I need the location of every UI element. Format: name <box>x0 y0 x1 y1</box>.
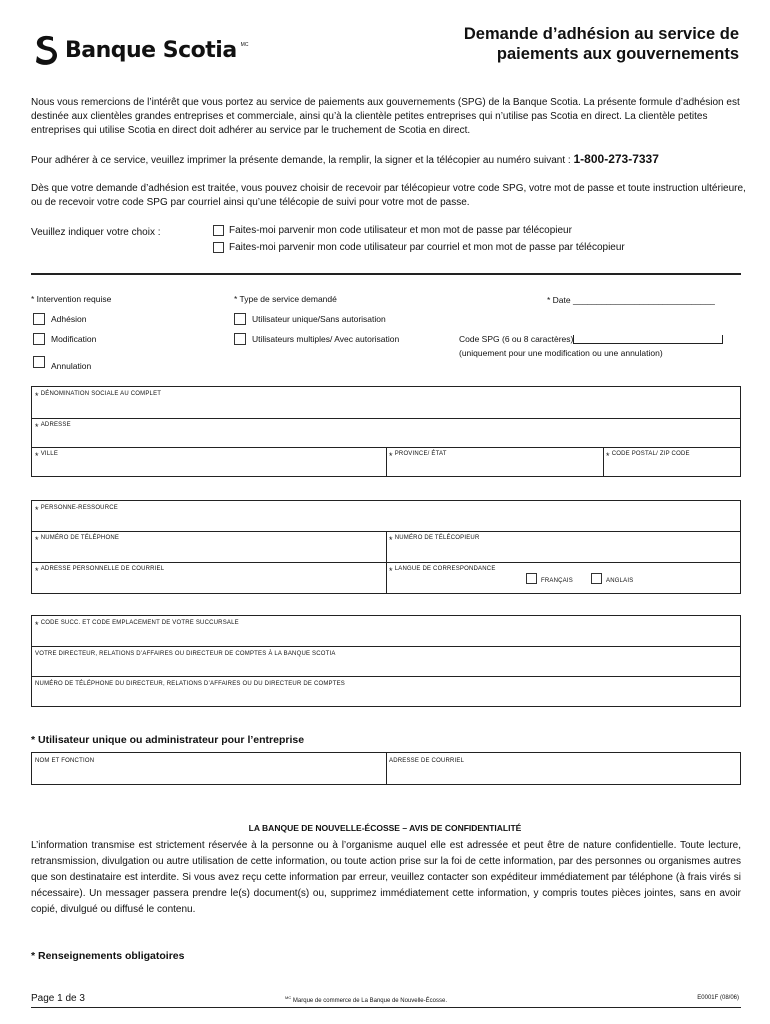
service-multi-user[interactable] <box>234 333 399 345</box>
checkbox[interactable] <box>234 333 246 345</box>
form-title-line2: paiements aux gouvernements <box>496 45 739 63</box>
checkbox[interactable] <box>234 313 246 325</box>
denomination-field[interactable]: * DÉNOMINATION SOCIALE AU COMPLET <box>35 391 162 401</box>
spg-code-field[interactable] <box>459 334 723 344</box>
admin-heading: * Utilisateur unique ou administrateur pour l’entreprise <box>31 734 305 746</box>
language-label: * LANGUE DE CORRESPONDANCE <box>389 566 496 576</box>
province-field[interactable]: * PROVINCE/ ÉTAT <box>389 451 447 461</box>
required-note: * Renseignements obligatoires <box>31 950 185 962</box>
form-title <box>464 24 739 64</box>
language-english[interactable]: ANGLAIS <box>591 572 633 584</box>
section-divider <box>31 273 741 275</box>
trademark-mc: MC <box>285 995 292 1000</box>
checkbox[interactable] <box>33 333 45 345</box>
page-number: Page 1 de 3 <box>31 993 85 1004</box>
choice-label: Veuillez indiquer votre choix : <box>31 227 161 238</box>
divider <box>386 531 387 593</box>
date-field[interactable]: * Date ______________________________ <box>547 295 715 305</box>
option-label: Adhésion <box>51 314 87 324</box>
after-processing-text: Dès que votre demande d’adhésion est traitée, vous pouvez choisir de recevoir par télécopieur votre code SPG, votre mot de passe et toute instruction ultérieure, ou de recevoir votre code SPG par courriel ainsi qu’une télécopie de suivi pour votre mot de passe. <box>31 183 746 208</box>
divider <box>603 447 604 476</box>
spg-code-input[interactable] <box>573 335 723 344</box>
option-label: Modification <box>51 334 97 344</box>
divider <box>386 447 387 476</box>
company-info-box <box>31 386 741 477</box>
logo-mc: MC <box>240 42 249 48</box>
trademark-note: $^{MC}$ Marque de commerce de La Banque de Nouvelle-Écosse. <box>285 995 447 1004</box>
intervention-adhesion[interactable] <box>33 313 86 325</box>
service-single-user[interactable] <box>234 313 386 325</box>
manager-phone-field[interactable]: NUMÉRO DE TÉLÉPHONE DU DIRECTEUR, RELATIONS D’AFFAIRES OU DU DIRECTEUR DE COMPTES <box>35 681 346 687</box>
choice-option-label: Faites-moi parvenir mon code utilisateur et mon mot de passe par télécopieur <box>229 225 572 236</box>
divider <box>32 646 740 647</box>
fax-field[interactable]: * NUMÉRO DE TÉLÉCOPIEUR <box>389 535 480 545</box>
choice-option-label: Faites-moi parvenir mon code utilisateur par courriel et mon mot de passe par télécopieur <box>229 242 625 253</box>
postal-code-field[interactable]: * CODE POSTAL/ ZIP CODE <box>606 451 690 461</box>
form-title-line1: Demande d’adhésion au service de <box>463 25 739 43</box>
choice-option-email[interactable] <box>213 242 625 253</box>
admin-email-field[interactable]: ADRESSE DE COURRIEL <box>389 758 465 764</box>
choice-option-fax[interactable] <box>213 225 572 236</box>
contact-info-box <box>31 500 741 594</box>
option-label: Annulation <box>51 361 92 371</box>
divider <box>32 676 740 677</box>
footer-divider <box>31 1007 741 1008</box>
checkbox[interactable] <box>213 225 224 236</box>
checkbox[interactable] <box>33 356 45 368</box>
checkbox[interactable] <box>213 242 224 253</box>
checkbox[interactable] <box>33 313 45 325</box>
fax-instructions <box>31 152 746 166</box>
divider <box>32 418 740 419</box>
intro-paragraph: Nous vous remercions de l’intérêt que vous portez au service de paiements aux gouvernements (SPG) de la Banque Scotia. La présente formule d’adhésion est destinée aux clientèles grandes entreprises et commerciale, ainsi qu’à la clientèle petites entreprises qui n’utilise pas Scotia en direct. La clientèle petites entreprises qui utilise Scotia en direct doit adhérer au service par le truchement de Scotia en direct. <box>31 97 740 136</box>
branch-code-field[interactable]: * CODE SUCC. ET CODE EMPLACEMENT DE VOTRE SUCCURSALE <box>35 620 239 630</box>
admin-box <box>31 752 741 785</box>
option-label: Utilisateurs multiples/ Avec autorisation <box>252 334 400 344</box>
spg-code-label: Code SPG (6 ou 8 caractères) <box>459 334 574 344</box>
fax-text: Pour adhérer à ce service, veuillez imprimer la présente demande, la remplir, la signer et la télécopier au numéro suivant : <box>31 155 574 166</box>
intervention-annulation[interactable] <box>33 353 91 371</box>
spg-code-note: (uniquement pour une modification ou une annulation) <box>459 348 663 358</box>
confidentiality-text: L’information transmise est strictement réservée à la personne ou à l’organisme auquel elle est adressée et peut être de nature confidentielle. Toute lecture, retransmission, divulgation ou autre utilisation de cette information, ou toute action prise sur la foi de cette information, par des personnes ou organismes autres que son destinataire est interdite. Si vous avez reçu cette information par erreur, veuillez contacter son expéditeur immédiatement par téléphone (à frais virés si nécessaire). Un messager passera prendre le(s) document(s) ou, supprimez immédiatement cette information, y compris toutes pièces jointes, sans en avoir copié, divulgué ou diffusé le contenu. <box>31 840 741 915</box>
branch-info-box <box>31 615 741 707</box>
divider <box>386 753 387 784</box>
bank-logo <box>33 34 248 66</box>
form-code: E0001F (08/06) <box>697 995 739 1001</box>
address-field[interactable]: * ADRESSE <box>35 422 71 432</box>
email-field[interactable]: * ADRESSE PERSONNELLE DE COURRIEL <box>35 566 165 576</box>
checkbox[interactable] <box>591 573 602 584</box>
service-type-label: * Type de service demandé <box>234 294 337 304</box>
fax-number: 1-800-273-7337 <box>573 152 659 166</box>
logo-text: Banque Scotia <box>65 37 237 63</box>
language-french[interactable]: FRANÇAIS <box>526 572 573 584</box>
checkbox[interactable] <box>526 573 537 584</box>
phone-field[interactable]: * NUMÉRO DE TÉLÉPHONE <box>35 535 120 545</box>
intervention-modification[interactable] <box>33 333 96 345</box>
confidentiality-heading: LA BANQUE DE NOUVELLE-ÉCOSSE – AVIS DE CONFIDENTIALITÉ <box>248 823 522 833</box>
intervention-label: * Intervention requise <box>31 294 112 304</box>
manager-field[interactable]: VOTRE DIRECTEUR, RELATIONS D’AFFAIRES OU DIRECTEUR DE COMPTES À LA BANQUE SCOTIA <box>35 651 336 657</box>
contact-person-field[interactable]: * PERSONNE-RESSOURCE <box>35 505 118 515</box>
option-label: Utilisateur unique/Sans autorisation <box>252 314 386 324</box>
admin-name-field[interactable]: NOM ET FONCTION <box>35 758 95 764</box>
city-field[interactable]: * VILLE <box>35 451 59 461</box>
scotia-s-icon <box>33 34 59 66</box>
